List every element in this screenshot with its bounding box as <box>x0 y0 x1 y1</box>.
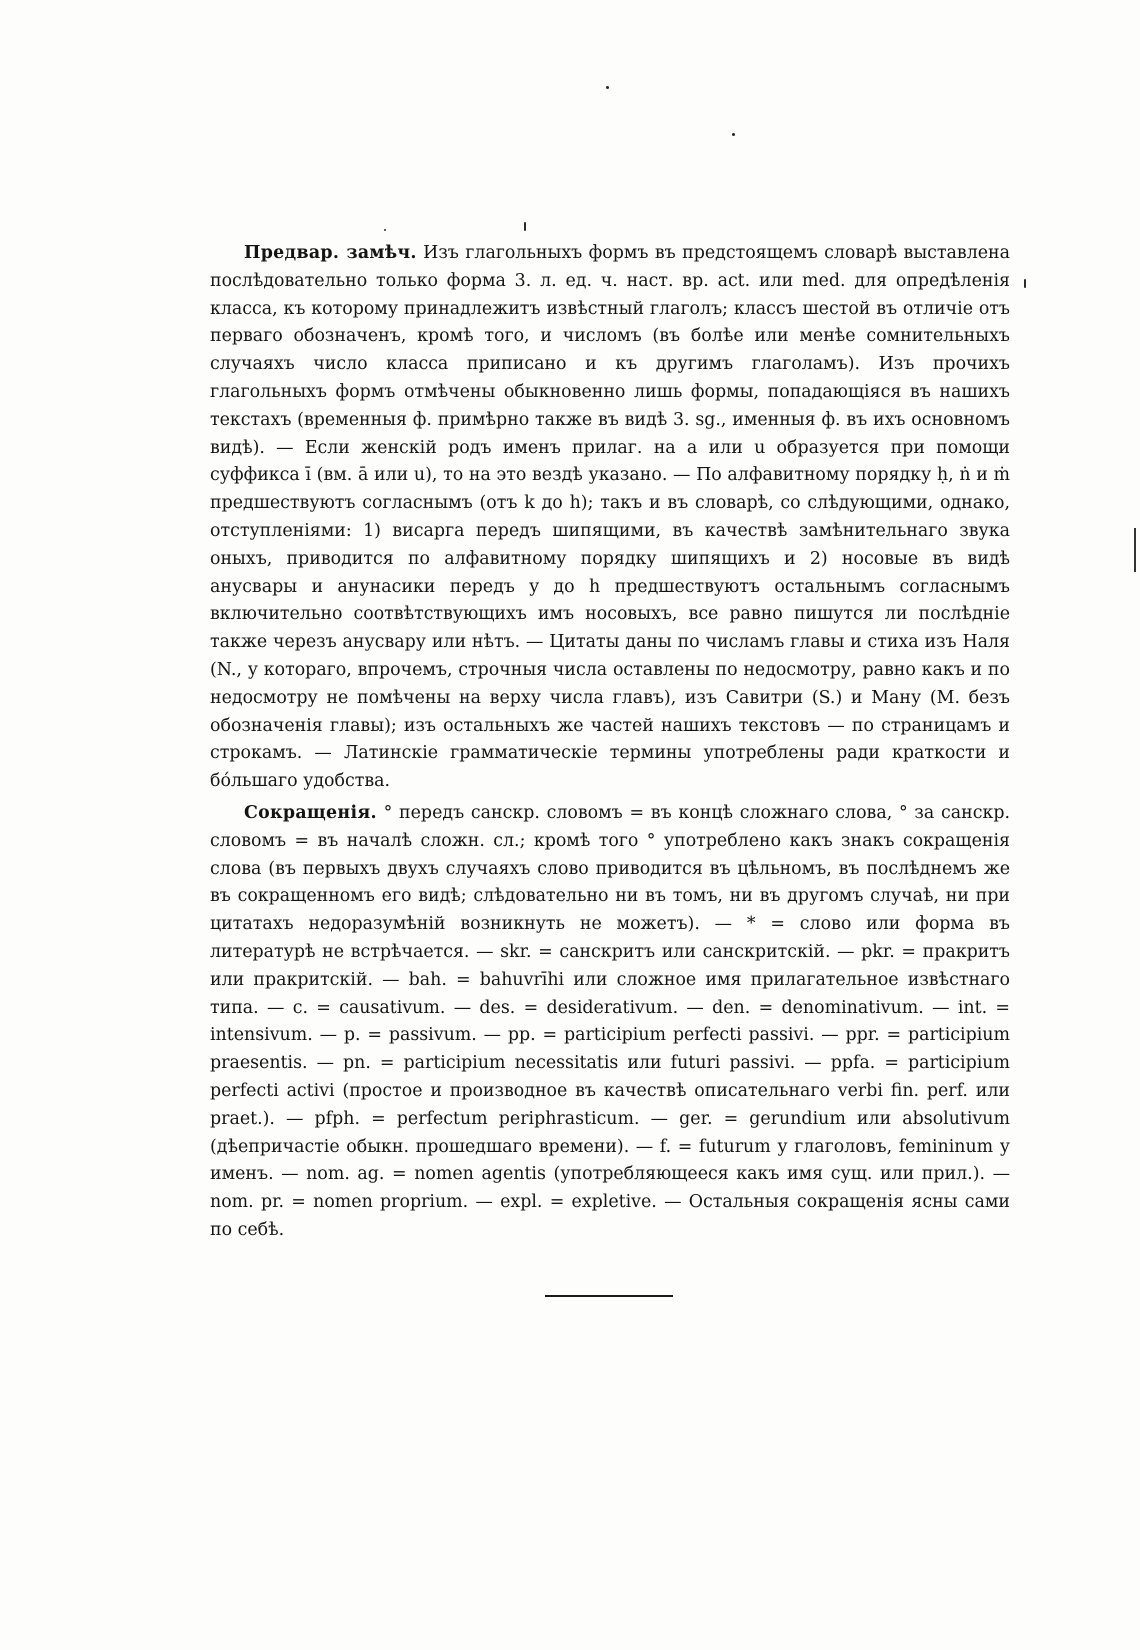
closing-rule <box>545 1295 673 1297</box>
abbreviations-body: ° передъ санскр. словомъ = въ концѣ сложнаго слова, ° за санскр. словомъ = въ началѣ сложн. сл.; кромѣ того ° употреблено какъ знакъ сокращенія слова (въ первыхъ двухъ случаяхъ слово приводится въ цѣльномъ, въ послѣднемъ же въ сокращенномъ его видѣ; слѣдовательно ни въ томъ, ни въ другомъ случаѣ, ни при цитатахъ недоразумѣній возникнуть не можетъ). — * = слово или форма въ литературѣ не встрѣчается. — skr. = санскритъ или санскритскій. — pkr. = пракритъ или пракритскій. — bah. = bahuvrīhi или сложное имя прилагательное извѣстнаго типа. — c. = causativum. — des. = desiderativum. — den. = denominativum. — int. = intensivum. — p. = passivum. — pp. = participium perfecti passivi. — ppr. = participium praesentis. — pn. = participium necessitatis или futuri passivi. — ppfa. = participium perfecti activi (простое и производное въ качествѣ описательнаго verbi fin. perf. или praet.). — pfph. = perfectum periphrasticum. — ger. = gerundium или absolutivum (дѣепричастіе обыкн. прошедшаго времени). — f. = futurum у глаголовъ, femininum у именъ. — nom. ag. = nomen agentis (употребляющееся какъ имя сущ. или прил.). — nom. pr. = nomen proprium. — expl. = expletive. — Остальныя сокращенія ясны сами по себѣ. <box>210 802 1010 1240</box>
scan-speck <box>606 86 609 89</box>
abbreviations-heading: Сокращенія. <box>244 802 377 823</box>
scan-speck <box>1024 279 1026 288</box>
scan-speck <box>384 229 386 231</box>
preface-body: Изъ глагольныхъ формъ въ предстоящемъ словарѣ выставлена послѣдовательно только форма 3. л. ед. ч. наст. вр. act. или med. для опредѣленія класса, къ которому принадлежитъ извѣстный глаголъ; классъ шестой въ отличіе отъ перваго обозначенъ, кромѣ того, и числомъ (въ болѣе или менѣе сомнительныхъ случаяхъ число класса приписано и къ другимъ глаголамъ). Изъ прочихъ глагольныхъ формъ отмѣчены обыкновенно лишь формы, попадающіяся въ нашихъ текстахъ (временныя ф. примѣрно также въ видѣ 3. sg., именныя ф. въ ихъ основномъ видѣ). — Если женскій родъ именъ прилаг. на a или u образуется при помощи суффикса ī (вм. ā или u), то на это вездѣ указано. — По алфавитному порядку ḥ, ṅ и ṁ предшествуютъ согласнымъ (отъ k до h); такъ и въ словарѣ, со слѣдующими, однако, отступленіями: 1) висарга передъ шипящими, въ качествѣ замѣнительнаго звука оныхъ, приводится по алфавитному порядку шипящихъ и 2) носовые въ видѣ анусвары и анунасики передъ y до h предшествуютъ остальнымъ согласнымъ включительно соотвѣтствующихъ имъ носовыхъ, все равно пишутся ли послѣдніе также черезъ анусвару или нѣтъ. — Цитаты даны по числамъ главы и стиха изъ Наля (N., у котораго, впрочемъ, строчныя числа оставлены по недосмотру, равно какъ и по недосмотру не помѣчены на верху числа главъ), изъ Савитри (S.) и Ману (M. безъ обозначенія главы); изъ остальныхъ же частей нашихъ текстовъ — по страницамъ и строкамъ. — Латинскіе грамматическіе термины употреблены ради краткости и бóльшаго удобства. <box>210 243 1010 792</box>
margin-mark <box>1134 528 1136 572</box>
scan-speck <box>732 133 735 136</box>
preface-heading: Предвар. замѣч. <box>244 243 417 263</box>
scan-speck <box>524 222 526 231</box>
abbreviations-paragraph <box>210 800 1010 1245</box>
text-block <box>210 240 1010 1245</box>
preface-paragraph <box>210 240 1010 796</box>
